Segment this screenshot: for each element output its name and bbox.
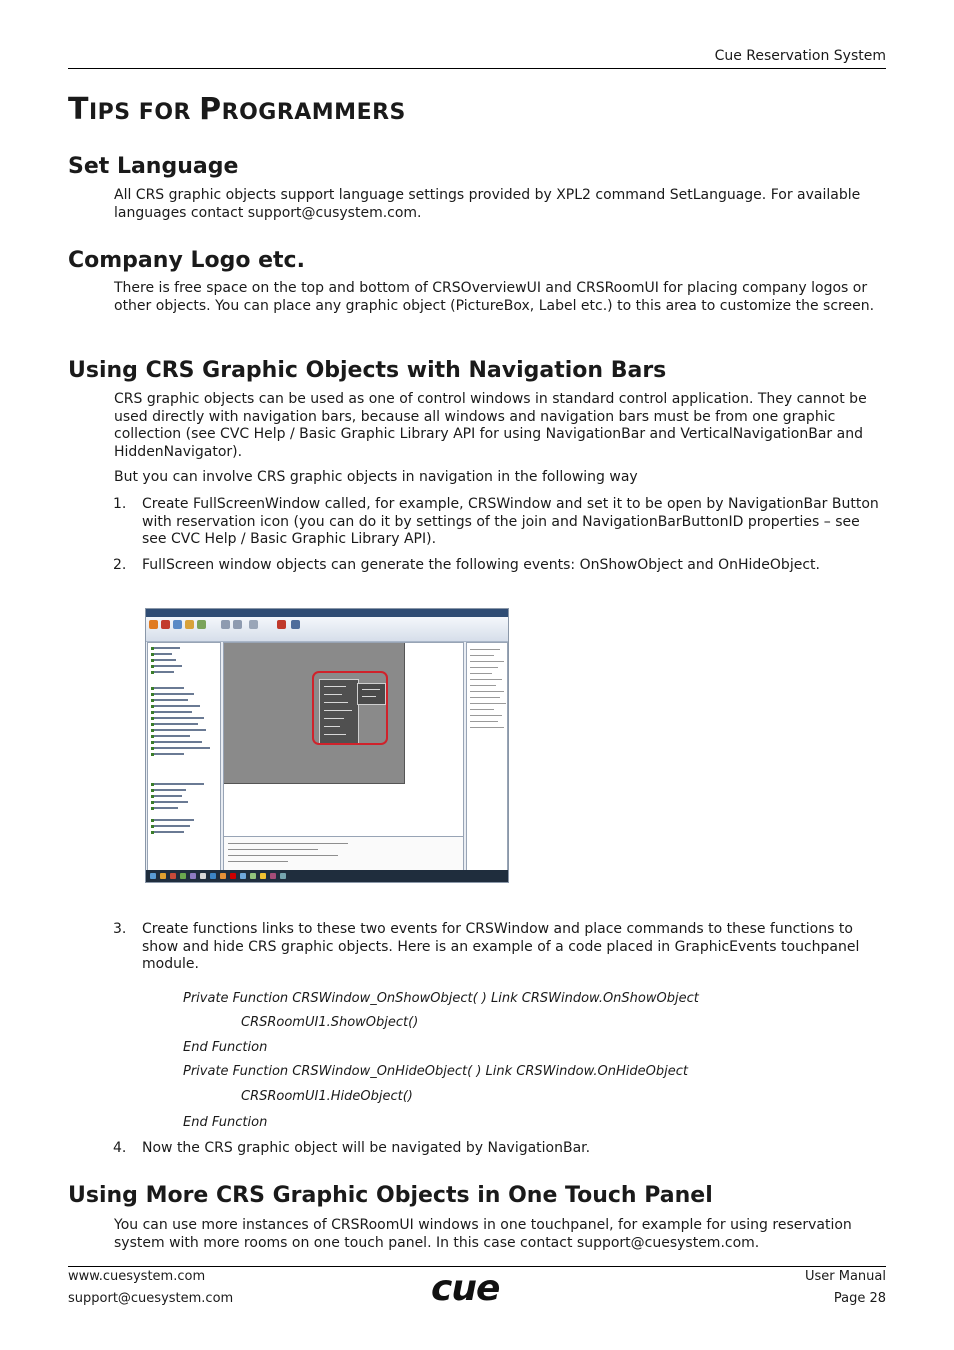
code-line: Private Function CRSWindow_OnShowObject( ) Link CRSWindow.OnShowObject bbox=[183, 991, 699, 1006]
screenshot-project-tree bbox=[147, 642, 221, 879]
screenshot-taskbar bbox=[146, 870, 508, 882]
header-doc-title: Cue Reservation System bbox=[714, 48, 886, 64]
footer-manual: User Manual bbox=[804, 1269, 886, 1284]
code-line: CRSRoomUI1.HideObject() bbox=[241, 1089, 413, 1104]
list-item-text: FullScreen window objects can generate the following events: OnShowObject and OnHideObject. bbox=[142, 557, 820, 573]
para-company-logo: There is free space on the top and bottom of CRSOverviewUI and CRSRoomUI for placing company logos or other objects. You can place any graphic object (PictureBox, Label etc.) to this area to customize the screen. bbox=[114, 280, 875, 314]
page-title bbox=[68, 92, 406, 127]
list-item-text: Create FullScreenWindow called, for example, CRSWindow and set it to be open by NavigationBar Button with reservation icon (you can do it by settings of the join and NavigationBarButtonID properties – see see CVC Help / Basic Graphic Library API). bbox=[142, 496, 879, 547]
screenshot-highlight-circle bbox=[312, 671, 388, 745]
footer-page-number: Page 28 bbox=[833, 1291, 886, 1306]
list-item-number: 3. bbox=[113, 921, 127, 937]
heading-navigation-bars: Using CRS Graphic Objects with Navigation Bars bbox=[68, 358, 667, 383]
screenshot-ribbon bbox=[146, 617, 508, 642]
screenshot-properties-panel bbox=[466, 642, 508, 879]
title-rogrammers: ROGRAMMERS bbox=[221, 100, 406, 125]
title-for: FOR bbox=[130, 100, 200, 125]
heading-more-objects: Using More CRS Graphic Objects in One Touch Panel bbox=[68, 1183, 713, 1208]
heading-set-language: Set Language bbox=[68, 154, 239, 179]
cue-logo: cue bbox=[431, 1268, 500, 1309]
footer-rule bbox=[68, 1266, 886, 1267]
footer-email[interactable]: support@cuesystem.com bbox=[68, 1291, 234, 1306]
footer-website[interactable]: www.cuesystem.com bbox=[68, 1269, 206, 1284]
title-ips: IPS bbox=[88, 100, 131, 125]
screenshot-designer bbox=[223, 642, 464, 879]
para-navigation-2: But you can involve CRS graphic objects in navigation in the following way bbox=[114, 469, 638, 485]
code-line: End Function bbox=[183, 1115, 268, 1130]
list-item-text: Create functions links to these two events for CRSWindow and place commands to these functions to show and hide CRS graphic objects. Here is an example of a code placed in GraphicEvents touchpanel module. bbox=[142, 921, 860, 972]
screenshot-titlebar bbox=[146, 609, 508, 617]
list-item-number: 4. bbox=[113, 1140, 127, 1156]
title-cap-p: P bbox=[199, 92, 222, 127]
list-item-number: 2. bbox=[113, 557, 127, 573]
para-set-language: All CRS graphic objects support language settings provided by XPL2 command SetLanguage. For available languages contact support@cusystem.com. bbox=[114, 187, 861, 221]
para-navigation-1: CRS graphic objects can be used as one of control windows in standard control application. They cannot be used directly with navigation bars, because all windows and navigation bars must be from one graphic collection (see CVC Help / Basic Graphic Library API for using NavigationBar and VerticalNavigationBar and HiddenNavigator). bbox=[114, 391, 867, 460]
list-item-number: 1. bbox=[113, 496, 127, 512]
list-item-text: Now the CRS graphic object will be navigated by NavigationBar. bbox=[142, 1140, 591, 1156]
header-rule bbox=[68, 68, 886, 69]
code-line: Private Function CRSWindow_OnHideObject( ) Link CRSWindow.OnHideObject bbox=[183, 1064, 688, 1079]
code-line: CRSRoomUI1.ShowObject() bbox=[241, 1015, 419, 1030]
heading-company-logo: Company Logo etc. bbox=[68, 248, 305, 273]
ide-screenshot bbox=[145, 608, 509, 883]
title-cap-t: T bbox=[68, 92, 89, 127]
para-more-objects: You can use more instances of CRSRoomUI windows in one touchpanel, for example for using reservation system with more rooms on one touch panel. In this case contact support@cuesystem.com. bbox=[114, 1217, 852, 1251]
code-line: End Function bbox=[183, 1040, 268, 1055]
